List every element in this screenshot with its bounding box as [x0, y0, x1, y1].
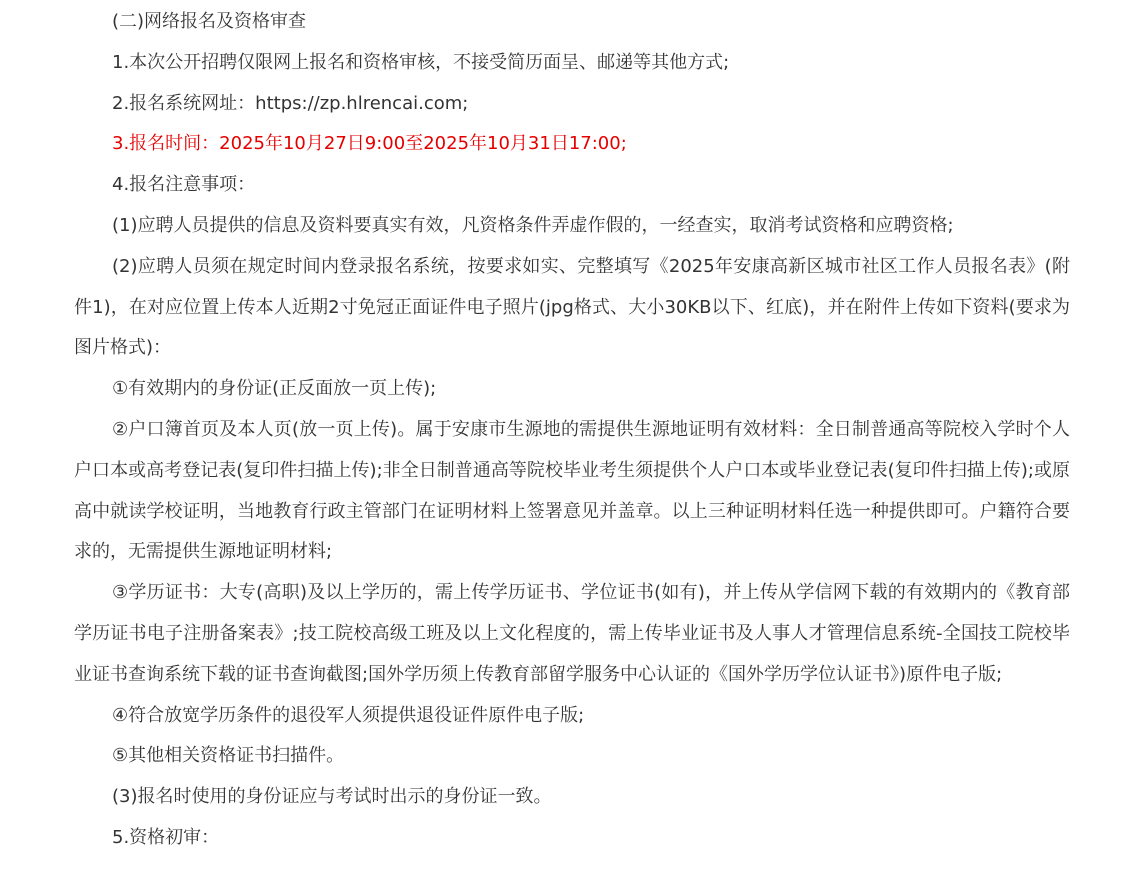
paragraph-item-id-card: ①有效期内的身份证(正反面放一页上传); [112, 378, 437, 400]
paragraph-note-3: (3)报名时使用的身份证应与考试时出示的身份证一致。 [112, 786, 552, 808]
paragraph-note-2: (2)应聘人员须在规定时间内登录报名系统，按要求如实、完整填写《2025年安康高新区城市社区工作人员报名表》(附件1)，在对应位置上传本人近期2寸免冠正面证件电子照片(jpg格式、大小30KB以下、红底)，并在附件上传如下资料(要求为图片格式)： [74, 255, 1070, 359]
paragraph-online-only: 1.本次公开招聘仅限网上报名和资格审核，不接受简历面呈、邮递等其他方式; [112, 51, 730, 73]
paragraph-system-url: 2.报名系统网址：https://zp.hlrencai.com; [112, 92, 469, 114]
paragraph-item-diploma: ③学历证书：大专(高职)及以上学历的，需上传学历证书、学位证书(如有)，并上传从学信网下载的有效期内的《教育部学历证书电子注册备案表》;技工院校高级工班及以上文化程度的，需上传毕业证书及人事人才管理信息系统-全国技工院校毕业证书查询系统下载的证书查询截图;国外学历须上传教育部留学服务中心认证的《国外学历学位认证书》)原件电子版; [74, 582, 1070, 685]
paragraph-note-1: (1)应聘人员提供的信息及资料要真实有效，凡资格条件弄虚作假的，一经查实，取消考试资格和应聘资格; [112, 214, 954, 236]
paragraph-item-certificates: ⑤其他相关资格证书扫描件。 [112, 745, 345, 767]
paragraph-item-veteran: ④符合放宽学历条件的退役军人须提供退役证件原件电子版; [112, 704, 585, 726]
paragraph-registration-time: 3.报名时间：2025年10月27日9:00至2025年10月31日17:00; [112, 133, 627, 155]
article-body [74, 0, 1070, 859]
paragraph-notes-heading: 4.报名注意事项： [112, 174, 256, 196]
section-heading: (二)网络报名及资格审查 [112, 11, 307, 32]
paragraph-item-household: ②户口簿首页及本人页(放一页上传)。属于安康市生源地的需提供生源地证明有效材料：全日制普通高等院校入学时个人户口本或高考登记表(复印件扫描上传);非全日制普通高等院校毕业考生须提供个人户口本或毕业登记表(复印件扫描上传);或原高中就读学校证明，当地教育行政主管部门在证明材料上签署意见并盖章。以上三种证明材料任选一种提供即可。户籍符合要求的，无需提供生源地证明材料; [74, 418, 1070, 563]
paragraph-preliminary-review: 5.资格初审： [112, 826, 220, 848]
